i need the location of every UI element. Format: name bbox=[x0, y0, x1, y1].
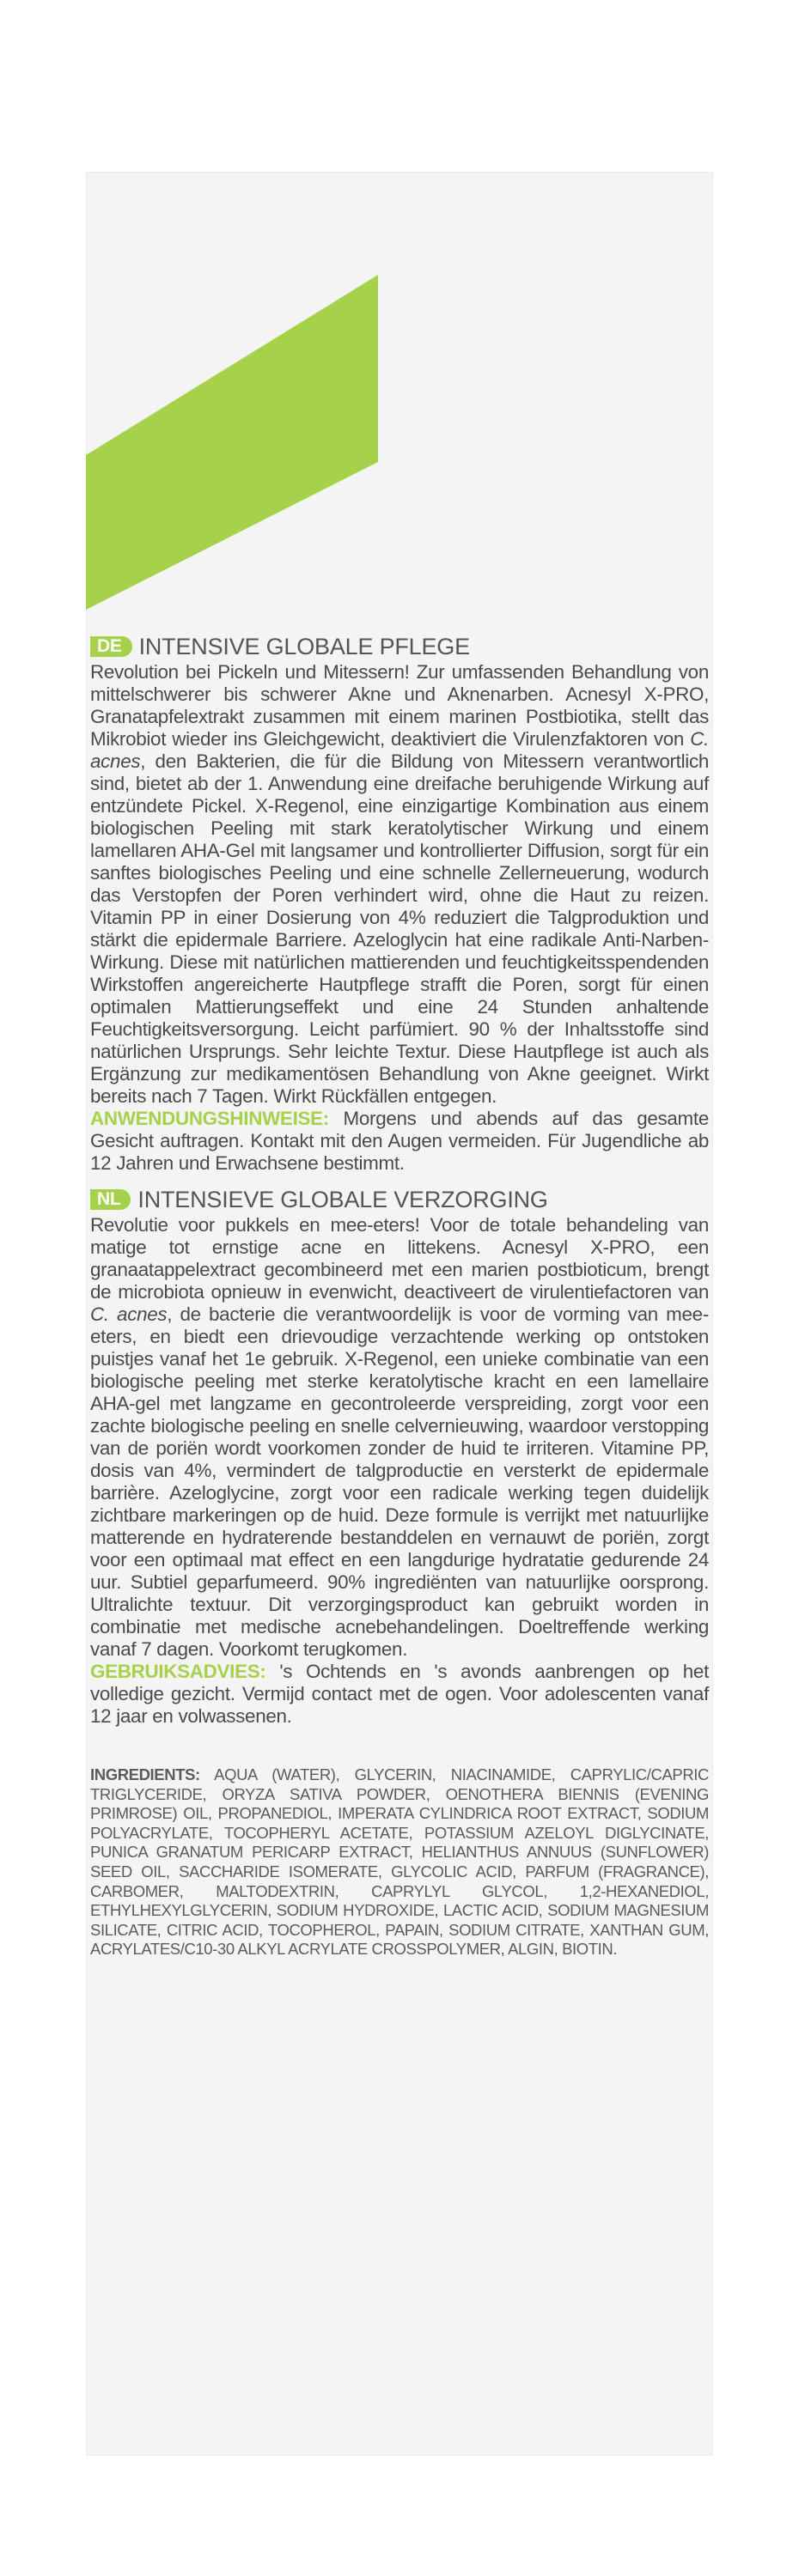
nl-species-name: C. acnes bbox=[90, 1303, 168, 1325]
de-title: INTENSIVE GLOBALE PFLEGE bbox=[138, 634, 470, 659]
nl-description-part-2: , de bacterie die verantwoordelijk is voor de vorming van mee-eters, en biedt een drievoudige verzachtende werking op ontstoken puistjes vanaf het 1e gebruik. X-Regenol, een unieke combinatie van een biologische peeling met sterke keratolytische kracht en een lamellaire AHA-gel met langzame en gecontroleerde verspreiding, zorgt voor een zachte biologische peeling en snelle celvernieuwing, waardoor verstopping van de poriën wordt voorkomen zonder de huid te irriteren. Vitamine PP, dosis van 4%, vermindert de talgproductie en versterkt de epidermale barrière. Azeloglycine, zorgt voor een radicale werking tegen duidelijk zichtbare markeringen op de huid. Deze formule is verrijkt met natuurlijke matterende en hydraterende bestanddelen en vernauwt de poriën, zorgt voor een optimaal mat effect en een langdurige hydratatie gedurende 24 uur. Subtiel geparfumeerd. 90% ingrediënten van natuurlijke oorsprong. Ultralichte textuur. Dit verzorgingsproduct kan gebruikt worden in combinatie met medische acnebehandelingen. Doeltreffende werking vanaf 7 dagen. Voorkomt terugkomen. bbox=[90, 1303, 709, 1660]
ingredients-text: AQUA (WATER), GLYCERIN, NIACINAMIDE, CAPRYLIC/CAPRIC TRIGLYCERIDE, ORYZA SATIVA POWDER, OENOTHERA BIENNIS (EVENING PRIMROSE) OIL, PROPANEDIOL, IMPERATA CYLINDRICA ROOT EXTRACT, SODIUM POLYACRYLATE, TOCOPHERYL ACETATE, POTASSIUM AZELOYL DIGLYCINATE, PUNICA GRANATUM PERICARP EXTRACT, HELIANTHUS ANNUUS (SUNFLOWER) SEED OIL, SACCHARIDE ISOMERATE, GLYCOLIC ACID, PARFUM (FRAGRANCE), CARBOMER, MALTODEXTRIN, CAPRYLYL GLYCOL, 1,2-HEXANEDIOL, ETHYLHEXYLGLYCERIN, SODIUM HYDROXIDE, LACTIC ACID, SODIUM MAGNESIUM SILICATE, CITRIC ACID, TOCOPHEROL, PAPAIN, SODIUM CITRATE, XANTHAN GUM, ACRYLATES/C10-30 ALKYL ACRYLATE CROSSPOLYMER, ALGIN, BIOTIN. bbox=[90, 1765, 709, 1959]
de-usage bbox=[90, 1108, 709, 1175]
de-heading bbox=[90, 634, 709, 659]
nl-title: INTENSIEVE GLOBALE VERZORGING bbox=[137, 1187, 548, 1212]
de-description-part-1: Revolution bei Pickeln und Mitessern! Zur umfassenden Behandlung von mittelschwerer bis schwerer Akne und Aknenarben. Acnesyl X-PRO, Granatapfelextrakt zusammen mit einem marinen Postbiotika, stellt das Mikrobiot wieder ins Gleichgewicht, deaktiviert die Virulenzfaktoren von bbox=[90, 661, 709, 750]
nl-description-part-1: Revolutie voor pukkels en mee-eters! Voor de totale behandeling van matige tot ernstige acne en littekens. Acnesyl X-PRO, een granaatappelextract gecombineerd met een marien postbioticum, brengt de microbiota opnieuw in evenwicht, deactiveert de virulentiefactoren van bbox=[90, 1214, 709, 1303]
nl-description bbox=[90, 1214, 709, 1661]
nl-usage bbox=[90, 1661, 709, 1728]
green-stripe-graphic bbox=[86, 275, 378, 610]
nl-language-badge: NL bbox=[90, 1189, 131, 1210]
nl-usage-label: GEBRUIKSADVIES: bbox=[90, 1661, 266, 1682]
de-species-name: C. acnes bbox=[90, 728, 709, 772]
nl-usage-text: 's Ochtends en 's avonds aanbrengen op het volledige gezicht. Vermijd contact met de ogen. Voor adolescenten vanaf 12 jaar en volwassenen. bbox=[90, 1661, 709, 1727]
de-description bbox=[90, 661, 709, 1108]
ingredients-list bbox=[90, 1765, 709, 1959]
de-description-part-2: , den Bakterien, die für die Bildung von Mitessern verantwortlich sind, bietet ab der 1. Anwendung eine dreifache beruhigende Wirkung auf entzündete Pickel. X-Regenol, eine einzigartige Kombination aus einem biologischen Peeling mit stark keratolytischer Wirkung und einem lamellaren AHA-Gel mit langsamer und kontrollierter Diffusion, sorgt für ein sanftes biologisches Peeling und eine schnelle Zellerneuerung, wodurch das Verstopfen der Poren verhindert wird, ohne die Haut zu reizen. Vitamin PP in einer Dosierung von 4% reduziert die Talgproduktion und stärkt die epidermale Barriere. Azeloglycin hat eine radikale Anti-Narben-Wirkung. Diese mit natürlichen mattierenden und feuchtigkeitsspendenden Wirkstoffen angereicherte Hautpflege strafft die Poren, sorgt für einen optimalen Mattierungseffekt und eine 24 Stunden anhaltende Feuchtigkeitsversorgung. Leicht parfümiert. 90 % der Inhaltsstoffe sind natürlichen Ursprungs. Sehr leichte Textur. Diese Hautpflege ist auch als Ergänzung zur medikamentösen Behandlung von Akne geeignet. Wirkt bereits nach 7 Tagen. Wirkt Rückfällen entgegen. bbox=[90, 750, 709, 1107]
ingredients-label: INGREDIENTS: bbox=[90, 1765, 200, 1783]
nl-heading bbox=[90, 1187, 709, 1212]
de-usage-label: ANWENDUNGSHINWEISE: bbox=[90, 1108, 329, 1129]
de-usage-text: Morgens und abends auf das gesamte Gesicht auftragen. Kontakt mit den Augen vermeiden. Für Jugendliche ab 12 Jahren und Erwachsene bestimmt. bbox=[90, 1108, 709, 1174]
text-content bbox=[90, 634, 709, 1959]
de-language-badge: DE bbox=[90, 636, 132, 657]
